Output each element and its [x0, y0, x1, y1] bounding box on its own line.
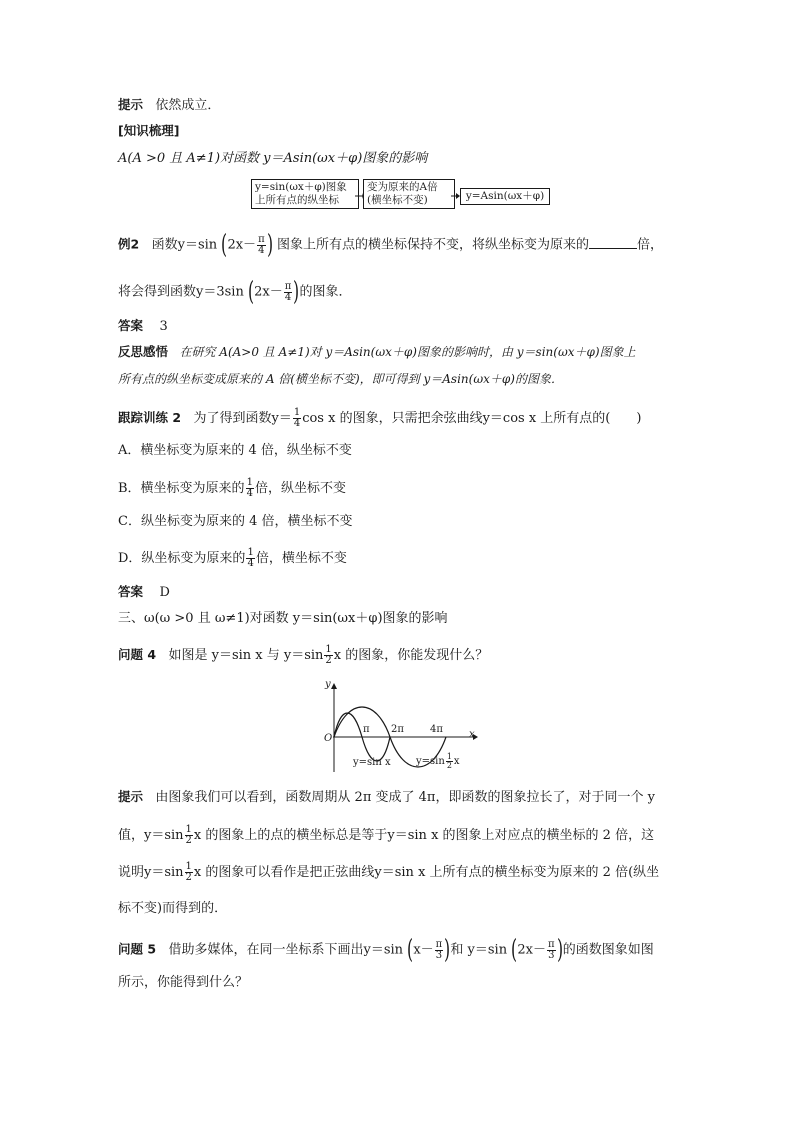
answer-blank[interactable] [589, 236, 637, 249]
example-pre: 函数y＝sin [151, 237, 218, 253]
training-label: 跟踪训练 2 [118, 410, 182, 425]
knowledge-header: [知识梳理] [118, 123, 180, 138]
answer-label: 答案 [118, 318, 144, 333]
frac-num: π [284, 280, 292, 292]
frac-num: 1 [293, 407, 301, 418]
answer-value: D [159, 585, 170, 600]
fraction-pi-4 [284, 282, 293, 303]
paren-open: ( [248, 277, 255, 307]
question-4 [118, 645, 488, 666]
training-pre: 为了得到函数y＝ [193, 411, 292, 426]
training-post: cos x 的图象，只需把余弦曲线y＝cos x 上所有点的( ) [302, 411, 642, 426]
example-2-line2 [118, 279, 351, 305]
example-arg: 2x－ [254, 284, 283, 300]
frac-den: 2 [446, 761, 452, 770]
flow-box-1 [251, 179, 359, 209]
y-axis-label: y [325, 679, 331, 690]
tick-2pi: 2π [391, 724, 404, 735]
y-axis-arrow [331, 683, 337, 689]
x-axis-label: x [469, 729, 475, 740]
fraction-1-4 [246, 478, 254, 499]
option-d-pre: D．纵坐标变为原来的 [118, 551, 246, 566]
frac-num: 1 [185, 824, 192, 835]
reflection-line2: 所有点的纵坐标变成原来的 A 倍(横坐标不变)，即可得到 y＝Asin(ωx＋φ)的图象． [118, 372, 563, 386]
frac-den: 2 [185, 872, 192, 883]
section-3-heading: 三、ω(ω >0 且 ω≠1)对函数 y＝sin(ωx＋φ)图象的影响 [118, 611, 448, 626]
frac-den: 4 [293, 418, 301, 429]
question-label: 问题 5 [118, 941, 157, 957]
frac-den: 3 [435, 949, 443, 961]
flow-box-1-line1: y=sin(ωx＋φ)图象 [255, 181, 347, 193]
question-arg1: x－ [413, 942, 434, 958]
frac-num: π [547, 938, 555, 950]
question-5-line2: 所示，你能得到什么？ [118, 975, 249, 990]
example-mid: 图象上所有点的横坐标保持不变，将纵坐标变为原来的 [276, 237, 589, 253]
hint-2-line2 [118, 825, 654, 846]
hint-2-line3 [118, 862, 659, 883]
hint-2-line1 [118, 788, 655, 807]
tick-4pi: 4π [430, 724, 443, 735]
question-post: 的函数图象如图 [562, 942, 654, 958]
question-mid: 和 y＝sin [450, 942, 508, 958]
paren-close: ) [266, 230, 273, 260]
fraction-1-4 [246, 548, 254, 569]
example-label: 例2 [118, 236, 140, 252]
question-arg2: 2x－ [517, 942, 546, 958]
flow-box-2-line1: 变为原来的A倍 [367, 181, 438, 193]
label-sin-x: y=sin x [353, 757, 391, 768]
origin-label: O [324, 733, 333, 744]
question-pre: 如图是 y＝sin x 与 y＝sin [168, 648, 324, 663]
hint-1 [118, 96, 220, 115]
flow-box-3: y=Asin(ωx＋φ) [460, 188, 550, 205]
fraction-1-2 [185, 862, 193, 883]
flow-arrows [355, 190, 465, 202]
hint-line2-pre: 值，y＝sin [118, 828, 184, 843]
fraction-pi-4 [257, 235, 266, 256]
question-pre: 借助多媒体，在同一坐标系下画出y＝sin [168, 942, 404, 958]
example-2-line1 [118, 232, 663, 258]
paren-open: ( [407, 935, 414, 965]
frac-num: 1 [446, 752, 452, 761]
option-c[interactable]: C．纵坐标变为原来的 4 倍，横坐标不变 [118, 514, 353, 529]
frac-num: π [258, 233, 265, 245]
paren-open: ( [221, 230, 228, 260]
answer-2 [118, 583, 170, 602]
hint-2-line4: 标不变)而得到的． [118, 901, 228, 916]
reflection-text-1: 在研究 A(A>0 且 A≠1)对 y＝Asin(ωx＋φ)图象的影响时，由 y＝sin(ωx＋φ)图象上 [179, 345, 636, 359]
option-b[interactable] [118, 478, 346, 499]
option-d[interactable] [118, 548, 347, 569]
frac-den: 2 [185, 835, 192, 846]
hint-label: 提示 [118, 789, 144, 804]
frac-den: 3 [548, 949, 555, 961]
hint-line3-post: x 的图象可以看作是把正弦曲线y＝sin x 上所有点的横坐标变为原来的 2 倍(纵坐 [193, 865, 660, 880]
example-line2-post: 的图象． [299, 284, 352, 300]
example-arg: 2x－ [227, 237, 257, 253]
label-sin-half-x [416, 753, 460, 770]
example-tail: 倍， [636, 237, 663, 253]
frac-den: 4 [247, 558, 254, 569]
fraction-pi-3 [435, 940, 444, 961]
hint-text-1: 由图象我们可以看到，函数周期从 2π 变成了 4π，即函数的图象拉长了，对于同一个 y [155, 790, 655, 805]
paren-open: ( [511, 935, 518, 965]
flow-box-2-line2: (横坐标不变) [367, 194, 428, 206]
paren-close: ) [444, 935, 451, 965]
question-label: 问题 4 [118, 647, 157, 662]
reflection-line1 [118, 343, 636, 361]
example-line2-pre: 将会得到函数y＝3sin [118, 284, 244, 300]
fraction-1-4 [293, 408, 301, 429]
frac-num: 1 [185, 861, 192, 872]
reflection-label: 反思感悟 [118, 344, 169, 359]
label-pre: y=sin [416, 756, 445, 767]
paren-close: ) [556, 935, 563, 965]
frac-den: 4 [246, 488, 253, 499]
answer-value: 3 [159, 319, 168, 334]
question-post: x 的图象，你能发现什么？ [333, 648, 489, 663]
option-a[interactable]: A．横坐标变为原来的 4 倍，纵坐标不变 [118, 443, 352, 458]
frac-den: 4 [284, 291, 292, 303]
sine-graph-figure [313, 677, 483, 777]
hint-line3-pre: 说明y＝sin [118, 865, 184, 880]
option-b-pre: B．横坐标变为原来的 [118, 481, 245, 496]
question-5-line1 [118, 937, 654, 963]
frac-den: 2 [325, 655, 332, 666]
hint-label: 提示 [118, 97, 144, 112]
fraction-1-2 [324, 645, 332, 666]
label-post: x [453, 756, 460, 767]
paren-close: ) [293, 277, 300, 307]
knowledge-title: A(A >0 且 A≠1)对函数 y＝Asin(ωx＋φ)图象的影响 [118, 151, 428, 166]
hint-text: 依然成立． [155, 98, 221, 113]
answer-label: 答案 [118, 584, 144, 599]
frac-num: π [435, 938, 443, 950]
answer-1 [118, 317, 168, 336]
fraction-1-2 [446, 753, 453, 770]
frac-num: 1 [246, 477, 253, 488]
tick-pi: π [363, 724, 370, 735]
training-2 [118, 408, 641, 429]
hint-line2-post: x 的图象上的点的横坐标总是等于y＝sin x 的图象上对应点的横坐标的 2 倍，这 [193, 828, 655, 843]
fraction-pi-3 [547, 940, 556, 961]
frac-den: 4 [258, 244, 265, 256]
flow-box-1-line2: 上所有点的纵坐标 [255, 194, 339, 206]
frac-num: 1 [325, 644, 332, 655]
fraction-1-2 [185, 825, 193, 846]
option-b-post: 倍，纵坐标不变 [254, 481, 346, 496]
option-d-post: 倍，横坐标不变 [255, 551, 347, 566]
frac-num: 1 [247, 547, 254, 558]
